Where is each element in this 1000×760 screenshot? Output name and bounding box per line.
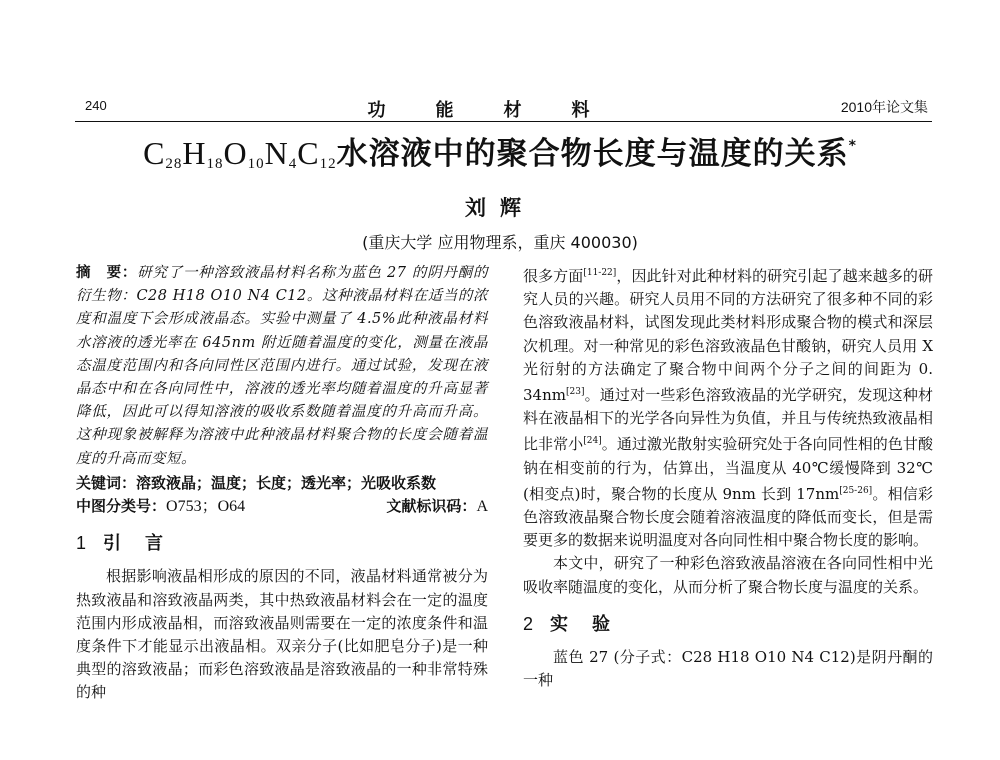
keywords-label: 关键词：	[76, 473, 137, 492]
experiment-paragraph: 蓝色 27 (分子式：C28 H18 O10 N4 C12)是阴丹酮的一种	[523, 648, 933, 690]
clc-label: 中图分类号：	[76, 497, 167, 516]
section-2-heading: 2 实 验	[523, 613, 614, 635]
header-rule	[75, 121, 932, 122]
citation: [23]	[565, 387, 585, 398]
abstract-formula: C28 H18 O10 N4 C12	[136, 288, 307, 305]
title-formula: $C_{28}H_{18}O_{10}N_4C_{12}$	[143, 135, 337, 172]
abstract: 摘 要：研究了一种溶致液晶材料名称为蓝色 27 的阴丹酮的衍生物：C28 H18 O10 N4 C12。这种液晶材料在适当的浓度和温度下会形成液晶态。实验中测量了 4.5%此种液晶材料水溶液的透光率在 645nm 附近随着温度的变化，测量在液晶态温度范围内和各向同性区范围内进行。通过试验，发现在液晶态中和在各向同性中，溶液的透光率均随着温度的升高显著降低，因此可以得知溶液的吸收系数随着温度的升高而升高。这种现象被解释为溶液中此种液晶材料聚合物的长度会随着温度的升高而变短。	[76, 265, 489, 467]
classification	[76, 495, 488, 518]
section-1-heading: 1 引 言	[76, 533, 167, 555]
title-text: 水溶液中的聚合物长度与温度的关系	[336, 136, 849, 172]
page-number: 240	[85, 98, 107, 113]
paper-title	[0, 128, 1000, 173]
keywords	[76, 472, 488, 495]
doc-code-label: 文献标识码：	[386, 497, 477, 516]
author-name: 刘辉	[465, 196, 535, 220]
citation: [25-26]	[839, 485, 873, 496]
intro-paragraph: 根据影响液晶相形成的原因的不同，液晶材料通常被分为热致液晶和溶致液晶两类，其中热致液晶材料会在一定的温度范围内形成液晶相，而溶致液晶则需要在一定的浓度条件和温度条件下才能显示出液晶相。双亲分子(比如肥皂分子)是一种典型的溶致液晶；而彩色溶致液晶是溶致液晶的一种非常特殊的种	[76, 567, 488, 702]
title-footnote-mark: *	[848, 138, 857, 154]
clc-value: O753；O64	[166, 498, 246, 516]
author-affiliation: (重庆大学 应用物理系，重庆 400030)	[362, 233, 638, 252]
abstract-label: 摘 要：	[76, 265, 138, 281]
right-column	[523, 262, 933, 692]
year-label: 2010年论文集	[840, 99, 928, 115]
running-header	[75, 96, 932, 121]
keywords-value: 溶致液晶；温度；长度；透光率；光吸收系数	[136, 473, 437, 492]
citation: [11-22]	[583, 268, 617, 278]
intro-continuation: 很多方面[11-22]，因此针对此种材料的研究引起了越来越多的研究人员的兴趣。研究人员用不同的方法研究了很多种不同的彩色溶致液晶材料，试图发现此类材料形成聚合物的模式和深层次机理。对一种常见的彩色溶致液晶色甘酸钠，研究人员用 X 光衍射的方法确定了聚合物中间两个分子之间的间距为 0. 34nm[23]。通过对一些彩色溶致液晶的光学研究，发现这种材料在液晶相下的光学各向异性为负值，并且与传统热致液晶相比非常小[24]。通过激光散射实验研究处于各向同性相的色甘酸钠在相变前的行为，估算出，当温度从 40℃缓慢降到 32℃(相变点)时，聚合物的长度从 9nm 长到 17nm[25-26]。相信彩色溶致液晶聚合物长度会随着溶液温度的降低而变长，但是需要更多的数据来说明温度对各向同性相中聚合物长度的影响。	[523, 267, 933, 550]
doc-code-value: A	[476, 498, 488, 516]
journal-name: 功能材料	[367, 100, 640, 121]
aim-paragraph: 本文中，研究了一种彩色溶致液晶溶液在各向同性相中光吸收率随温度的变化，从而分析了聚合物长度与温度的关系。	[523, 554, 933, 596]
left-column	[76, 262, 488, 705]
citation: [24]	[583, 436, 602, 447]
experiment-formula: C28 H18 O10 N4 C12	[681, 648, 850, 667]
